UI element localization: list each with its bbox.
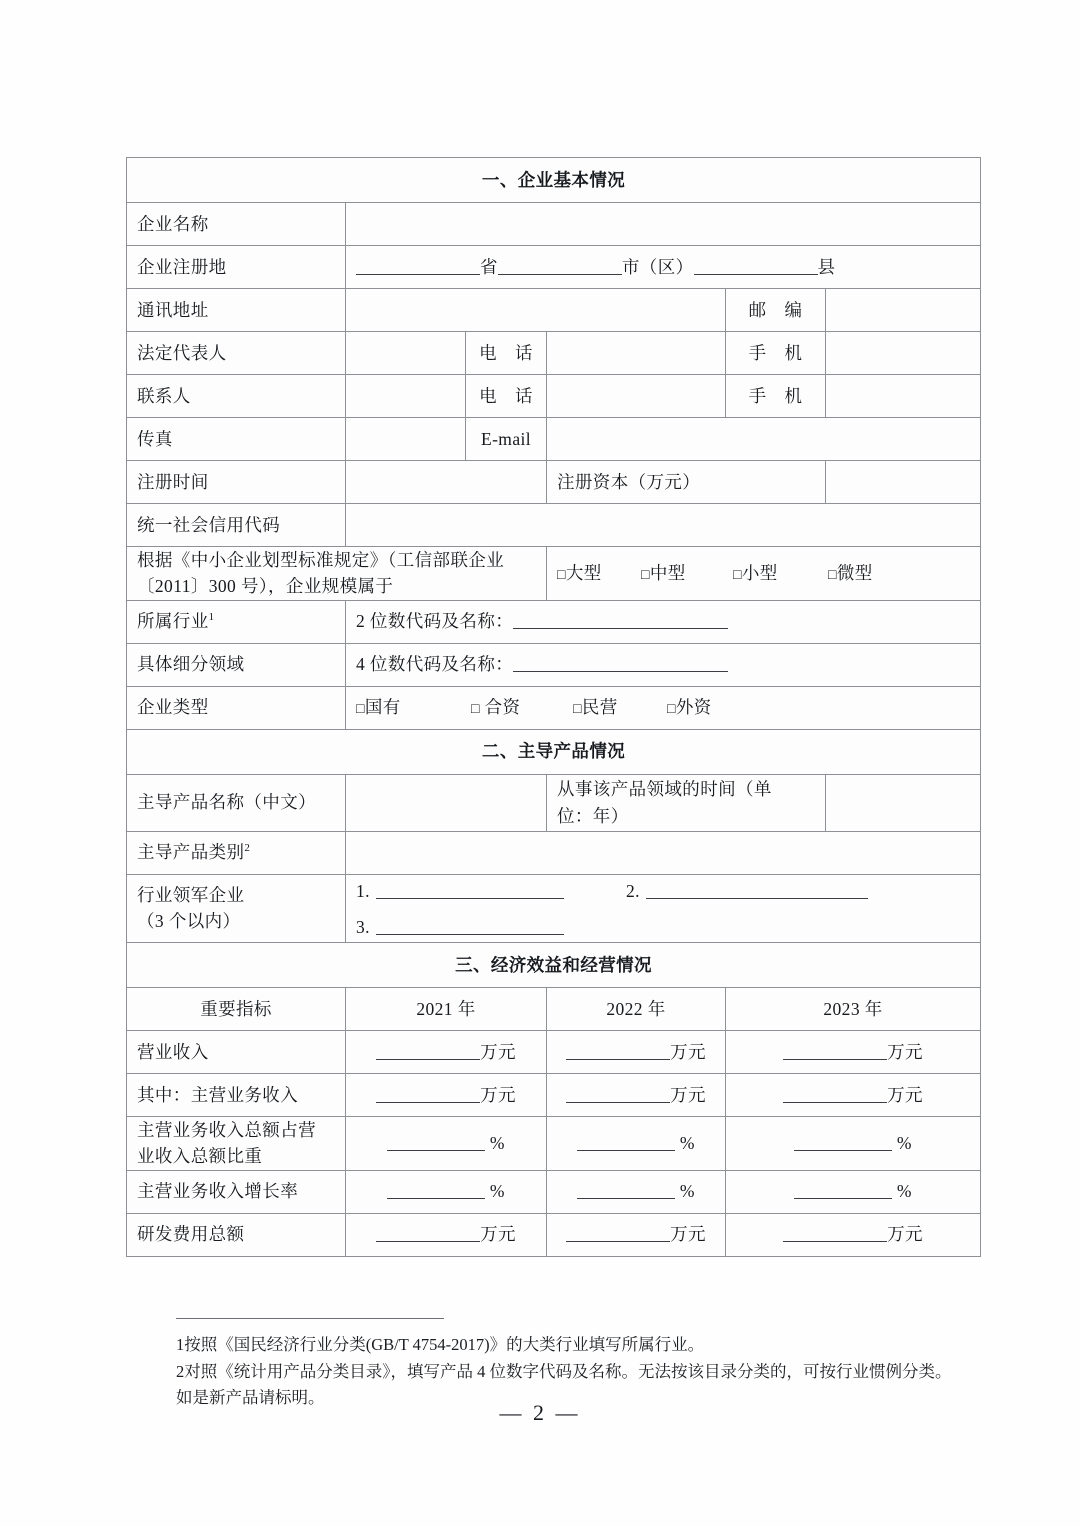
economics-label-main-ratio-line2: 业收入总额比重: [137, 1146, 263, 1167]
field-register-place[interactable]: [346, 246, 981, 289]
footnote-separator: [176, 1318, 444, 1319]
economics-column-2023: 2023 年: [726, 988, 981, 1031]
checkbox-scale-medium[interactable]: [641, 560, 733, 586]
checkbox-icon: □: [733, 568, 742, 584]
field-subfield[interactable]: [346, 643, 981, 686]
economics-row-rnd: [127, 1213, 981, 1256]
checkbox-scale-small-label: 小型: [741, 563, 778, 584]
section-two-header-row: [127, 729, 981, 774]
field-register-capital[interactable]: [826, 461, 981, 504]
label-product-duration-line2: 位：年）: [557, 805, 629, 826]
label-contact-mobile: 手 机: [726, 375, 826, 418]
unit-label: 万元: [887, 1224, 923, 1245]
blank-subfield-code[interactable]: [513, 654, 728, 673]
blank-value[interactable]: [794, 1181, 892, 1200]
label-company-type: 企业类型: [127, 686, 346, 729]
economics-cell-revenue-2022[interactable]: [547, 1031, 726, 1074]
checkbox-icon: □: [641, 568, 650, 584]
row-register-time: [127, 461, 981, 504]
unit-label: 万元: [670, 1084, 706, 1105]
label-contact-phone: 电 话: [466, 375, 547, 418]
checkbox-icon: □: [828, 568, 837, 584]
row-enterprise-scale: [127, 547, 981, 601]
leading-enterprise-marker-1: 1.: [356, 880, 370, 901]
checkbox-scale-micro-label: 微型: [836, 563, 873, 584]
label-industry-code: 2 位数代码及名称：: [356, 611, 514, 632]
blank-value[interactable]: [783, 1041, 887, 1060]
economics-cell-main-ratio-2023[interactable]: [726, 1117, 981, 1171]
economics-cell-main-ratio-2021[interactable]: [346, 1117, 547, 1171]
blank-value[interactable]: [387, 1133, 485, 1152]
section-two-title: 二、主导产品情况: [127, 729, 981, 774]
label-subfield: 具体细分领域: [127, 643, 346, 686]
label-leading-enterprises-line2: （3 个以内）: [137, 911, 241, 932]
field-product-duration[interactable]: [826, 774, 981, 831]
blank-value[interactable]: [376, 1224, 480, 1243]
label-contact: 联系人: [127, 375, 346, 418]
label-subfield-code: 4 位数代码及名称：: [356, 654, 514, 675]
row-product-category: [127, 831, 981, 874]
footnote-1: 1按照《国民经济行业分类(GB/T 4754-2017)》的大类行业填写所属行业。: [176, 1335, 705, 1354]
field-legal-rep-name[interactable]: [346, 332, 466, 375]
blank-city[interactable]: [498, 256, 622, 275]
field-email[interactable]: [547, 418, 981, 461]
blank-county[interactable]: [694, 256, 818, 275]
footnote-3: 如是新产品请标明。: [176, 1388, 325, 1408]
row-company-name: [127, 203, 981, 246]
blank-value[interactable]: [376, 1041, 480, 1060]
checkbox-scale-small[interactable]: [733, 560, 828, 586]
checkbox-type-state[interactable]: [356, 694, 471, 720]
blank-value[interactable]: [577, 1133, 675, 1152]
economics-cell-main-revenue-2021[interactable]: [346, 1074, 547, 1117]
label-register-place: 企业注册地: [127, 246, 346, 289]
footnote-marker-2: 2: [244, 842, 251, 855]
economics-row-main-revenue: [127, 1074, 981, 1117]
footnote-marker-1: 1: [208, 611, 215, 624]
economics-cell-main-revenue-2022[interactable]: [547, 1074, 726, 1117]
label-leading-enterprises: [127, 874, 346, 943]
economics-column-2022: 2022 年: [547, 988, 726, 1031]
unit-label: 万元: [480, 1041, 516, 1062]
economics-header-row: [127, 988, 981, 1031]
row-industry: [127, 600, 981, 643]
economics-row-revenue: [127, 1031, 981, 1074]
label-industry: [127, 600, 346, 643]
row-fax-email: [127, 418, 981, 461]
label-legal-rep: 法定代表人: [127, 332, 346, 375]
label-fax: 传真: [127, 418, 346, 461]
economics-cell-growth-2022[interactable]: [547, 1170, 726, 1213]
field-product-category[interactable]: [346, 831, 981, 874]
checkbox-type-foreign-label: 外资: [675, 697, 712, 718]
field-contact-phone[interactable]: [547, 375, 726, 418]
field-credit-code[interactable]: [346, 504, 981, 547]
unit-label: 万元: [887, 1084, 923, 1105]
unit-label: 万元: [480, 1084, 516, 1105]
economics-cell-growth-2023[interactable]: [726, 1170, 981, 1213]
leading-enterprise-marker-2: 2.: [625, 880, 640, 901]
label-product-category-text: 主导产品类别: [137, 842, 245, 863]
checkbox-scale-large-label: 大型: [565, 563, 602, 584]
row-legal-rep: [127, 332, 981, 375]
label-enterprise-scale: [127, 547, 547, 601]
unit-label: %: [679, 1181, 695, 1202]
checkbox-type-foreign[interactable]: [667, 694, 712, 720]
checkbox-type-joint[interactable]: [471, 694, 573, 720]
blank-value[interactable]: [783, 1084, 887, 1103]
leading-enterprise-row-bottom: [356, 914, 970, 940]
label-product-duration: [547, 774, 826, 831]
label-leading-enterprises-line1: 行业领军企业: [137, 885, 245, 905]
footnote-2: 2对照《统计用产品分类目录》，填写产品 4 位数字代码及名称。无法按该目录分类的，可按行业惯例分类。: [176, 1361, 952, 1381]
unit-label: %: [679, 1133, 695, 1154]
blank-value[interactable]: [376, 1084, 480, 1103]
field-register-time[interactable]: [346, 461, 547, 504]
unit-label: 万元: [480, 1224, 516, 1245]
checkbox-scale-medium-label: 中型: [649, 563, 686, 584]
section-three-header-row: [127, 943, 981, 988]
blank-value[interactable]: [783, 1224, 887, 1243]
label-product-duration-line1: 从事该产品领域的时间（单: [557, 779, 772, 800]
economics-cell-rnd-2023[interactable]: [726, 1213, 981, 1256]
section-one-header-row: [127, 158, 981, 203]
row-address: [127, 289, 981, 332]
economics-cell-rnd-2022[interactable]: [547, 1213, 726, 1256]
unit-label: %: [489, 1181, 505, 1202]
economics-cell-main-revenue-2023[interactable]: [726, 1074, 981, 1117]
label-legal-rep-mobile: 手 机: [726, 332, 826, 375]
economics-cell-rnd-2021[interactable]: [346, 1213, 547, 1256]
economics-row-main-ratio: [127, 1117, 981, 1171]
blank-leading-enterprise-1[interactable]: [376, 880, 564, 899]
row-subfield: [127, 643, 981, 686]
field-leading-enterprises: [346, 874, 981, 943]
label-enterprise-scale-line2: 〔2011〕300 号），企业规模属于: [137, 576, 394, 597]
checkbox-icon: □: [573, 702, 582, 718]
economics-column-indicator: 重要指标: [127, 988, 346, 1031]
economics-row-growth: [127, 1170, 981, 1213]
checkbox-icon: □: [356, 702, 365, 718]
blank-value[interactable]: [566, 1041, 670, 1060]
label-register-time: 注册时间: [127, 461, 346, 504]
row-product-name: [127, 774, 981, 831]
field-legal-rep-phone[interactable]: [547, 332, 726, 375]
unit-county: 县: [817, 256, 836, 277]
field-product-name[interactable]: [346, 774, 547, 831]
page-number: — 2 —: [499, 1400, 581, 1425]
row-register-place: [127, 246, 981, 289]
label-enterprise-scale-line1: 根据《中小企业划型标准规定》（工信部联企业: [137, 550, 505, 570]
label-legal-rep-phone: 电 话: [466, 332, 547, 375]
section-three-title: 三、经济效益和经营情况: [127, 943, 981, 988]
enterprise-application-form: [126, 157, 981, 1257]
row-contact: [127, 375, 981, 418]
blank-industry-code[interactable]: [513, 611, 728, 630]
blank-value[interactable]: [566, 1224, 670, 1243]
checkbox-icon: □: [667, 702, 676, 718]
economics-cell-growth-2021[interactable]: [346, 1170, 547, 1213]
label-product-category: [127, 831, 346, 874]
section-one-title: 一、企业基本情况: [127, 158, 981, 203]
label-email: E-mail: [466, 418, 547, 461]
checkbox-scale-micro[interactable]: [828, 560, 873, 586]
economics-label-rnd: 研发费用总额: [127, 1213, 346, 1256]
field-contact-name[interactable]: [346, 375, 466, 418]
checkbox-scale-large[interactable]: [557, 560, 641, 586]
label-credit-code: 统一社会信用代码: [127, 504, 346, 547]
row-leading-enterprises: [127, 874, 981, 943]
unit-label: 万元: [670, 1224, 706, 1245]
label-postcode: 邮 编: [726, 289, 826, 332]
row-credit-code: [127, 504, 981, 547]
unit-province: 省: [480, 256, 498, 277]
economics-label-revenue: 营业收入: [127, 1031, 346, 1074]
field-company-name[interactable]: [346, 203, 981, 246]
field-fax[interactable]: [346, 418, 466, 461]
blank-value[interactable]: [566, 1084, 670, 1103]
economics-column-2021: 2021 年: [346, 988, 547, 1031]
blank-leading-enterprise-3[interactable]: [376, 916, 564, 935]
field-postcode[interactable]: [826, 289, 981, 332]
economics-label-growth: 主营业务收入增长率: [127, 1170, 346, 1213]
unit-label: 万元: [670, 1041, 706, 1062]
checkbox-icon: □: [471, 702, 480, 718]
label-company-name: 企业名称: [127, 203, 346, 246]
label-address: 通讯地址: [127, 289, 346, 332]
blank-province[interactable]: [356, 256, 480, 275]
field-company-type-options: [346, 686, 981, 729]
checkbox-type-joint-label: 合资: [484, 697, 521, 718]
field-industry[interactable]: [346, 600, 981, 643]
economics-label-main-revenue: 其中：主营业务收入: [127, 1074, 346, 1117]
field-legal-rep-mobile[interactable]: [826, 332, 981, 375]
label-register-capital: 注册资本（万元）: [547, 461, 826, 504]
label-industry-text: 所属行业: [137, 611, 209, 632]
checkbox-type-private[interactable]: [573, 694, 667, 720]
label-product-name: 主导产品名称（中文）: [127, 774, 346, 831]
economics-label-main-ratio: [127, 1117, 346, 1171]
checkbox-icon: □: [557, 568, 566, 584]
checkbox-type-state-label: 国有: [364, 697, 401, 718]
unit-label: %: [896, 1133, 912, 1154]
blank-value[interactable]: [387, 1181, 485, 1200]
unit-city: 市（区）: [621, 256, 694, 277]
checkbox-type-private-label: 民营: [581, 697, 618, 718]
economics-label-main-ratio-line1: 主营业务收入总额占营: [137, 1120, 316, 1140]
row-company-type: [127, 686, 981, 729]
blank-value[interactable]: [794, 1133, 892, 1152]
leading-enterprise-marker-3: 3.: [356, 916, 370, 937]
blank-value[interactable]: [577, 1181, 675, 1200]
unit-label: %: [896, 1181, 912, 1202]
leading-enterprise-row-top: [356, 878, 970, 904]
economics-cell-revenue-2021[interactable]: [346, 1031, 547, 1074]
field-address[interactable]: [346, 289, 726, 332]
economics-cell-revenue-2023[interactable]: [726, 1031, 981, 1074]
economics-cell-main-ratio-2022[interactable]: [547, 1117, 726, 1171]
blank-leading-enterprise-2[interactable]: [646, 880, 868, 899]
field-contact-mobile[interactable]: [826, 375, 981, 418]
unit-label: 万元: [887, 1041, 923, 1062]
field-enterprise-scale-options: [547, 547, 981, 601]
unit-label: %: [489, 1133, 505, 1154]
